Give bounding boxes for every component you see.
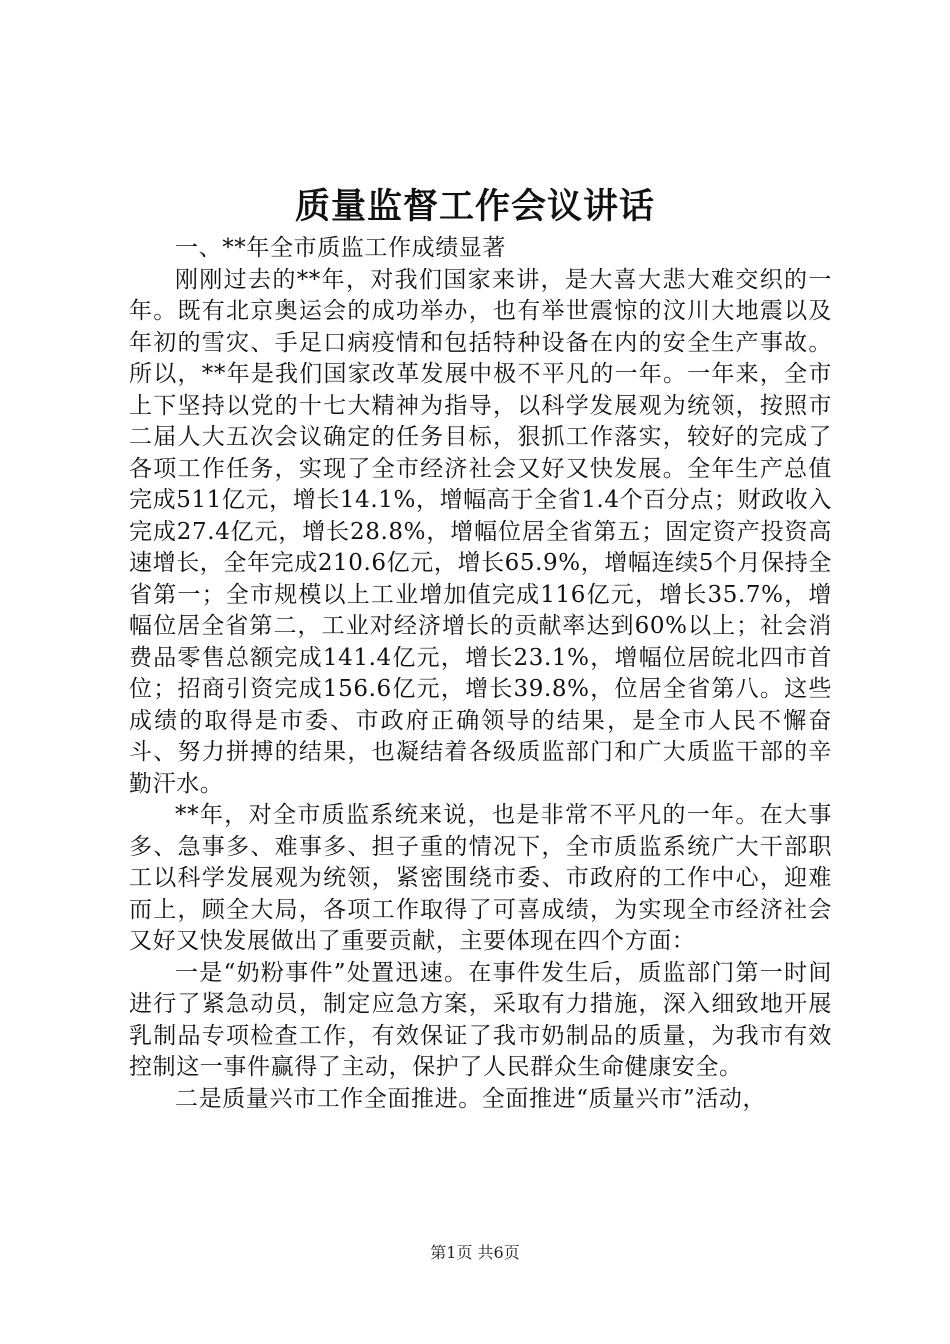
- section-heading: 一、**年全市质监工作成绩显著: [175, 235, 506, 261]
- paragraph-point-one: 一是“奶粉事件”处置迅速。在事件发生后，质监部门第一时间进行了紧急动员，制定应急方案，采取有力措施，深入细致地开展乳制品专项检查工作，有效保证了我市奶制品的质量，为我市有效控制这一事件赢得了主动，保护了人民群众生命健康安全。: [129, 959, 832, 1080]
- document-title: 质量监督工作会议讲话: [294, 186, 655, 227]
- document-body: [129, 233, 832, 1115]
- paragraph-review: 刚刚过去的**年，对我们国家来讲，是大喜大悲大难交织的一年。既有北京奥运会的成功举办，也有举世震惊的汶川大地震以及年初的雪灾、手足口病疫情和包括特种设备在内的安全生产事故。所以，**年是我们国家改革发展中极不平凡的一年。一年来，全市上下坚持以党的十七大精神为指导，以科学发展观为统领，按照市二届人大五次会议确定的任务目标，狠抓工作落实，较好的完成了各项工作任务，实现了全市经济社会又好又快发展。全年生产总值完成511亿元，增长14.1%，增幅高于全省1.4个百分点；财政收入完成27.4亿元，增长28.8%，增幅位居全省第五；固定资产投资高速增长，全年完成210.6亿元，增长65.9%，增幅连续5个月保持全省第一；全市规模以上工业增加值完成116亿元，增长35.7%，增幅位居全省第二，工业对经济增长的贡献率达到60%以上；社会消费品零售总额完成141.4亿元，增长23.1%，增幅位居皖北四市首位；招商引资完成156.6亿元，增长39.8%，位居全省第八。这些成绩的取得是市委、市政府正确领导的结果，是全市人民不懈奋斗、努力拼搏的结果，也凝结着各级质监部门和广大质监干部的辛勤汗水。: [129, 266, 832, 797]
- page-number-footer: 第1页 共6页: [430, 1243, 520, 1262]
- paragraph-point-two: 二是质量兴市工作全面推进。全面推进“质量兴市”活动，: [175, 1085, 767, 1112]
- paragraph-system-summary: **年，对全市质监系统来说，也是非常不平凡的一年。在大事多、急事多、难事多、担子重的情况下，全市质监系统广大干部职工以科学发展观为统领，紧密围绕市委、市政府的工作中心，迎难而上，顾全大局，各项工作取得了可喜成绩，为实现全市经济社会又好又快发展做出了重要贡献，主要体现在四个方面：: [129, 802, 832, 954]
